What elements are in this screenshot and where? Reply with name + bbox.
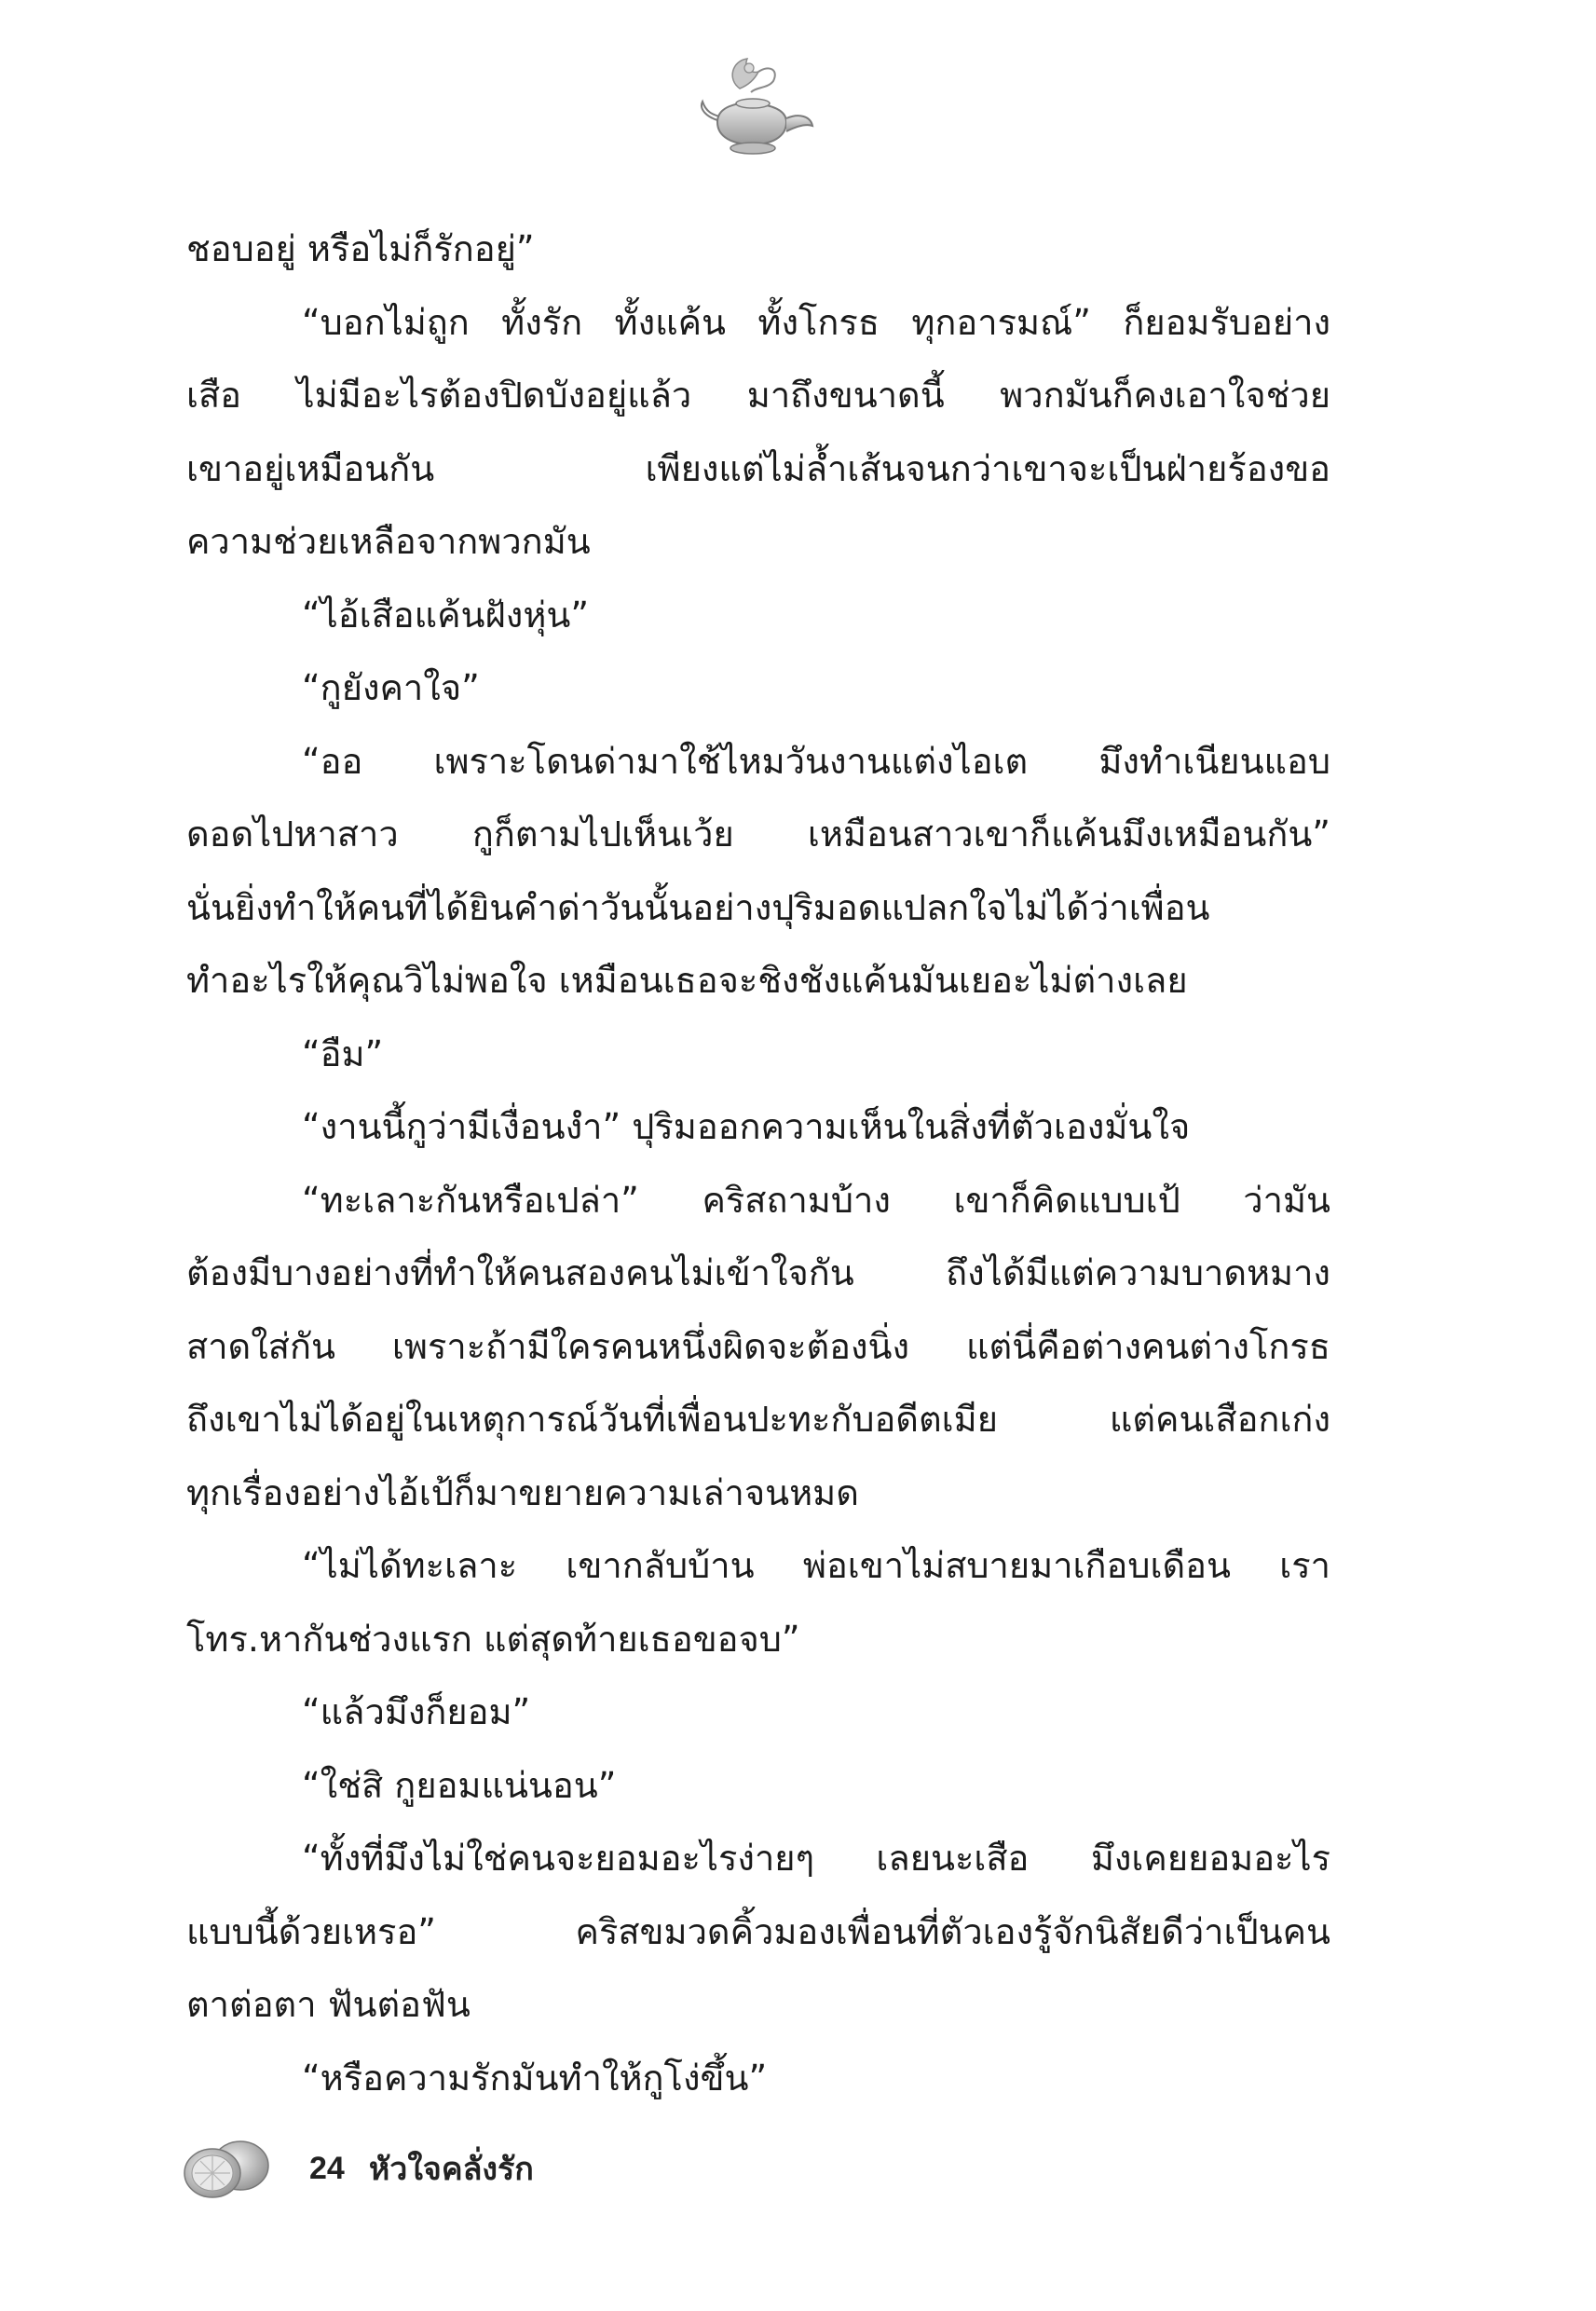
- text-line: “ไอ้เสือแค้นฝังหุ่น”: [302, 594, 590, 636]
- text-line: “ทั้งที่มึงไม่ใช่คนจะยอมอะไรง่ายๆ เลยนะเสือ มึงเคยยอมอะไร: [302, 1838, 1330, 1879]
- text-line: สาดใส่กัน เพราะถ้ามีใครคนหนึ่งผิดจะต้องนิ่ง แต่นี่คือต่างคนต่างโกรธ: [186, 1325, 1330, 1367]
- text-line: ตาต่อตา ฟันต่อฟัน: [186, 1984, 471, 2025]
- text-line: เสือ ไม่มีอะไรต้องปิดบังอยู่แล้ว มาถึงขนาดนี้ พวกมันก็คงเอาใจช่วย: [186, 375, 1330, 416]
- text-line: ถึงเขาไม่ได้อยู่ในเหตุการณ์วันที่เพื่อนปะทะกับอดีตเมีย แต่คนเสือกเก่ง: [186, 1399, 1330, 1440]
- text-line: “แล้วมึงก็ยอม”: [302, 1691, 531, 1732]
- text-line: “ไม่ได้ทะเลาะ เขากลับบ้าน พ่อเขาไม่สบายมาเกือบเดือน เรา: [302, 1545, 1330, 1586]
- text-line: “ใช่สิ กูยอมแน่นอน”: [302, 1764, 617, 1806]
- text-line: ชอบอยู่ หรือไม่ก็รักอยู่”: [186, 228, 535, 269]
- body-text: [186, 212, 1330, 2114]
- text-line: โทร.หากันช่วงแรก แต่สุดท้ายเธอขอจบ”: [186, 1618, 800, 1660]
- text-line: “อืม”: [302, 1032, 384, 1074]
- text-line: ทุกเรื่องอย่างไอ้เป้ก็มาขยายความเล่าจนหมด: [186, 1471, 859, 1513]
- text-line: “กูยังคาใจ”: [302, 667, 480, 708]
- text-line: ความช่วยเหลือจากพวกมัน: [186, 521, 591, 562]
- text-line: “ออ เพราะโดนด่ามาใช้ไหมวันงานแต่งไอเต มึงทำเนียนแอบ: [302, 740, 1330, 782]
- text-line: นั่นยิ่งทำให้คนที่ได้ยินคำด่าวันนั้นอย่างปุริมอดแปลกใจไม่ได้ว่าเพื่อน: [186, 886, 1210, 928]
- text-line: เขาอยู่เหมือนกัน เพียงแต่ไม่ล้ำเส้นจนกว่าเขาจะเป็นฝ่ายร้องขอ: [186, 447, 1330, 489]
- text-line: ต้องมีบางอย่างที่ทำให้คนสองคนไม่เข้าใจกัน ถึงได้มีแต่ความบาดหมาง: [186, 1252, 1330, 1293]
- text-line: “บอกไม่ถูก ทั้งรัก ทั้งแค้น ทั้งโกรธ ทุกอารมณ์” ก็ยอมรับอย่าง: [302, 301, 1330, 343]
- page-number: 24: [309, 2150, 345, 2186]
- text-line: ทำอะไรให้คุณวิไม่พอใจ เหมือนเธอจะชิงชังแค้นมันเยอะไม่ต่างเลย: [186, 960, 1188, 1001]
- genie-lamp-icon: [689, 51, 820, 163]
- text-line: แบบนี้ด้วยเหรอ” คริสขมวดคิ้วมองเพื่อนที่ตัวเองรู้จักนิสัยดีว่าเป็นคน: [186, 1910, 1330, 1952]
- text-line: “ทะเลาะกันหรือเปล่า” คริสถามบ้าง เขาก็คิดแบบเป้ ว่ามัน: [302, 1179, 1330, 1221]
- text-line: “หรือความรักมันทำให้กูโง่ขึ้น”: [302, 2057, 768, 2099]
- book-title: หัวใจคลั่งรัก: [368, 2151, 534, 2188]
- text-line: “งานนี้กูว่ามีเงื่อนงำ” ปุริมออกความเห็นในสิ่งที่ตัวเองมั่นใจ: [302, 1106, 1191, 1147]
- citrus-fruit-icon: [177, 2136, 280, 2201]
- page-footer: [177, 2136, 534, 2201]
- text-line: ดอดไปหาสาว กูก็ตามไปเห็นเว้ย เหมือนสาวเขาก็แค้นมึงเหมือนกัน”: [186, 814, 1330, 855]
